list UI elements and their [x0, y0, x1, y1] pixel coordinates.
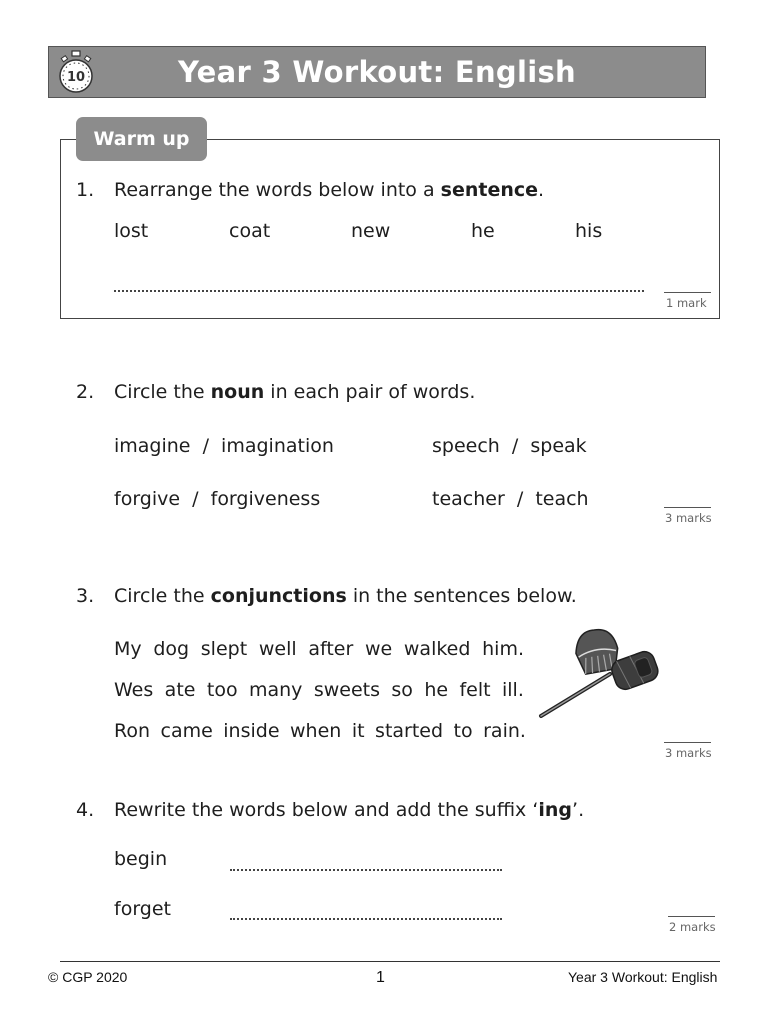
- q2-marks: 3 marks: [665, 511, 712, 525]
- sentence-word[interactable]: sweets: [313, 679, 380, 701]
- q3-marks: 3 marks: [665, 746, 712, 760]
- footer-divider: [60, 961, 720, 962]
- sentence-word[interactable]: many: [248, 679, 303, 701]
- q3-sentence-3: [114, 720, 526, 742]
- q2-pair[interactable]: speech / speak: [432, 435, 587, 457]
- sentence-word[interactable]: after: [308, 638, 354, 660]
- q4-number: 4.: [76, 799, 95, 821]
- sentence-word[interactable]: Ron: [114, 720, 151, 742]
- q1-word: he: [471, 220, 495, 242]
- q2-marks-line: [664, 507, 711, 508]
- q4-word: forget: [114, 898, 171, 920]
- q1-word: coat: [229, 220, 271, 242]
- sentence-word[interactable]: felt: [459, 679, 491, 701]
- stopwatch-icon: [55, 48, 97, 98]
- q4-answer-line-begin[interactable]: [230, 869, 502, 871]
- q4-word: begin: [114, 848, 168, 870]
- q1-number: 1.: [76, 179, 95, 201]
- page-title: Year 3 Workout: English: [178, 55, 576, 89]
- sentence-word[interactable]: My: [114, 638, 142, 660]
- title-banner: [48, 46, 706, 98]
- footer-title: Year 3 Workout: English: [568, 969, 718, 985]
- q4-marks: 2 marks: [669, 920, 716, 934]
- sentence-word[interactable]: walked: [403, 638, 471, 660]
- sentence-word[interactable]: him.: [482, 638, 524, 660]
- q2-pair[interactable]: imagine / imagination: [114, 435, 334, 457]
- q2-pair[interactable]: forgive / forgiveness: [114, 488, 321, 510]
- sentence-word[interactable]: we: [364, 638, 393, 660]
- q2-number: 2.: [76, 381, 95, 403]
- q3-number: 3.: [76, 585, 95, 607]
- q1-marks-line: [664, 292, 711, 293]
- sentence-word[interactable]: he: [424, 679, 449, 701]
- q3-marks-line: [664, 742, 711, 743]
- q2-pair[interactable]: teacher / teach: [432, 488, 589, 510]
- sentence-word[interactable]: came: [160, 720, 213, 742]
- timer-minutes: 10: [66, 70, 86, 85]
- q3-text: Circle the conjunctions in the sentences below.: [114, 585, 577, 607]
- sentence-word[interactable]: it: [351, 720, 365, 742]
- sentence-word[interactable]: when: [290, 720, 342, 742]
- sentence-word[interactable]: so: [391, 679, 413, 701]
- page-number: 1: [376, 969, 385, 986]
- q1-word: lost: [114, 220, 149, 242]
- sentence-word[interactable]: too: [206, 679, 238, 701]
- sentence-word[interactable]: inside: [223, 720, 280, 742]
- sentence-word[interactable]: ill.: [502, 679, 524, 701]
- q1-text: Rearrange the words below into a sentence.: [114, 179, 545, 201]
- q4-answer-line-forget[interactable]: [230, 918, 502, 920]
- warm-up-label: Warm up: [76, 117, 207, 161]
- sentence-word[interactable]: slept: [200, 638, 248, 660]
- q4-marks-line: [668, 916, 715, 917]
- sentence-word[interactable]: to: [453, 720, 473, 742]
- sentence-word[interactable]: dog: [153, 638, 190, 660]
- sweets-illustration-icon: [536, 622, 670, 722]
- q4-text: Rewrite the words below and add the suffix ‘ing’.: [114, 799, 585, 821]
- sentence-word[interactable]: ate: [164, 679, 196, 701]
- q2-text: Circle the noun in each pair of words.: [114, 381, 476, 403]
- sentence-word[interactable]: well: [258, 638, 297, 660]
- sentence-word[interactable]: started: [375, 720, 444, 742]
- footer-copyright: © CGP 2020: [48, 969, 128, 985]
- q1-answer-line[interactable]: [114, 290, 644, 292]
- q3-sentence-1: [114, 638, 524, 660]
- q1-word: new: [351, 220, 391, 242]
- q1-word: his: [575, 220, 603, 242]
- q3-sentence-2: [114, 679, 524, 701]
- sentence-word[interactable]: Wes: [114, 679, 154, 701]
- q1-marks: 1 mark: [666, 296, 707, 310]
- sentence-word[interactable]: rain.: [483, 720, 526, 742]
